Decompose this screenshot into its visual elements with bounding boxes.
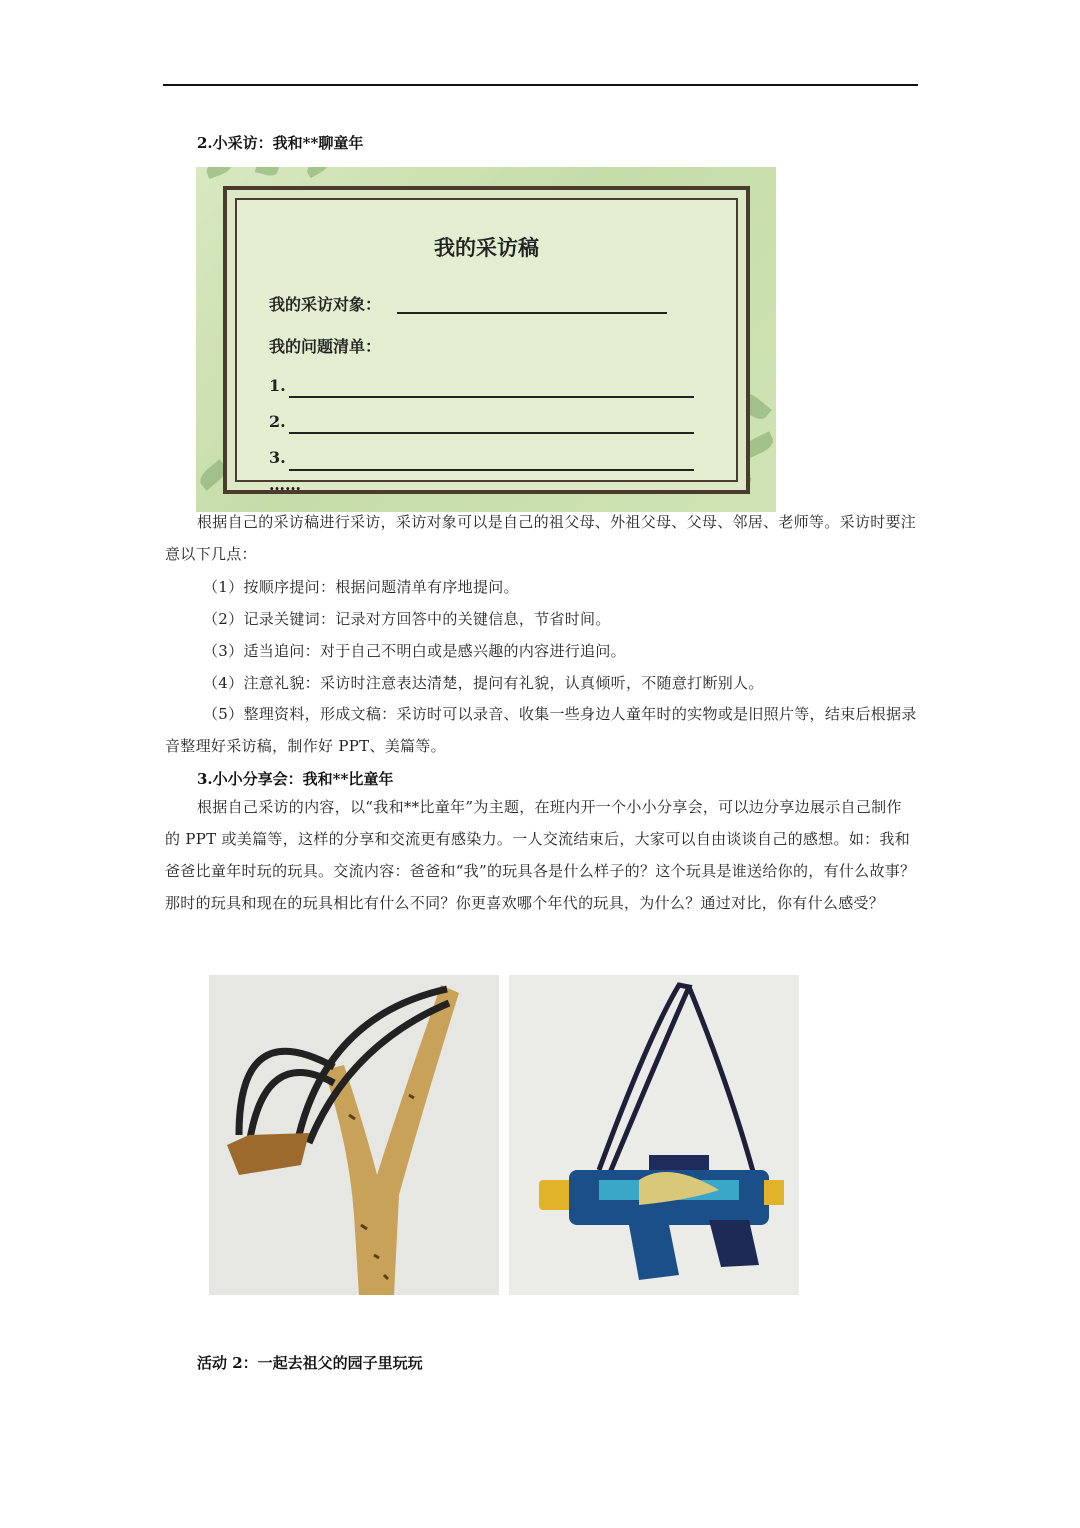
toy-gun-photo <box>509 975 799 1295</box>
point-4: （4）注意礼貌：采访时注意表达清楚，提问有礼貌，认真倾听，不随意打断别人。 <box>203 674 764 692</box>
card-item-1: 1. <box>269 376 286 395</box>
card-title: 我的采访稿 <box>434 236 539 260</box>
slingshot-photo <box>209 975 499 1295</box>
section-2-heading: 2.小采访：我和**聊童年 <box>197 134 364 152</box>
card-target-label: 我的采访对象： <box>269 295 382 314</box>
header-rule <box>163 84 918 86</box>
card-questions-label: 我的问题清单： <box>269 337 382 356</box>
card-frame <box>223 186 750 494</box>
point-3: （3）适当追问：对于自己不明白或是感兴趣的内容进行追问。 <box>203 642 626 660</box>
card-line-1 <box>289 396 694 398</box>
point-2: （2）记录关键词：记录对方回答中的关键信息，节省时间。 <box>203 610 611 628</box>
card-line-2 <box>289 432 694 434</box>
point-1: （1）按顺序提问：根据问题清单有序地提问。 <box>203 578 519 596</box>
point-5: （5）整理资料，形成文稿：采访时可以录音、收集一些身边人童年时的实物或是旧照片等，结束后根据录音整理好采访稿，制作好 PPT、美篇等。 <box>165 705 917 755</box>
section-3-heading: 3.小小分享会：我和**比童年 <box>197 770 394 788</box>
share-paragraph: 根据自己采访的内容，以“我和**比童年”为主题，在班内开一个小小分享会，可以边分享边展示自己制作的 PPT 或美篇等，这样的分享和交流更有感染力。一人交流结束后，大家可以自由谈谈自己的感想。如：我和爸爸比童年时玩的玩具。交流内容：爸爸和“我”的玩具各是什么样子的？这个玩具是谁送给你的，有什么故事？那时的玩具和现在的玩具相比有什么不同？你更喜欢哪个年代的玩具，为什么？通过对比，你有什么感受？ <box>165 798 916 912</box>
activity-2-heading: 活动 2：一起去祖父的园子里玩玩 <box>197 1354 423 1372</box>
card-item-more: …… <box>269 475 301 494</box>
card-line-3 <box>289 469 694 471</box>
card-target-line <box>397 312 667 314</box>
card-item-2: 2. <box>269 412 286 431</box>
interview-card-image <box>196 167 776 512</box>
card-item-3: 3. <box>269 448 286 467</box>
intro-paragraph: 根据自己的采访稿进行采访，采访对象可以是自己的祖父母、外祖父母、父母、邻居、老师等。采访时要注意以下几点： <box>165 513 917 563</box>
